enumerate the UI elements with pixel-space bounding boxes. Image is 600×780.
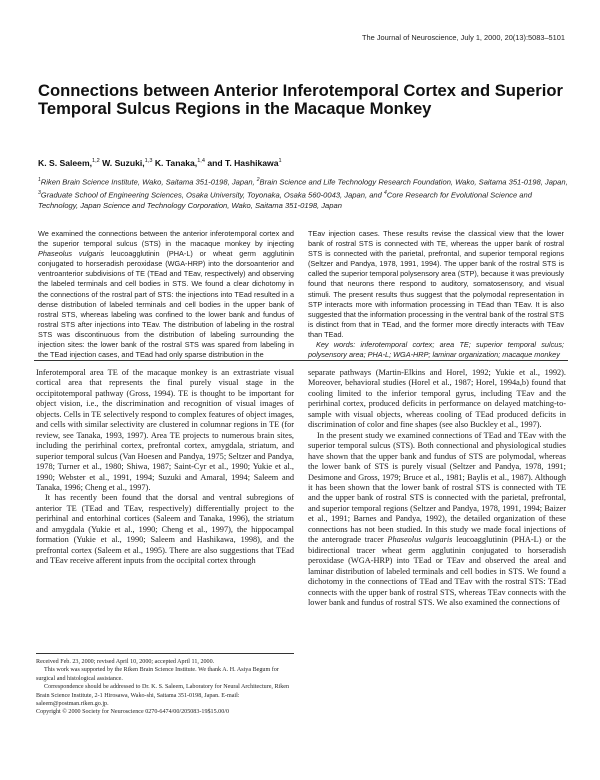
affiliation: Riken Brain Science Institute, Wako, Saitama 351-0198, Japan, bbox=[40, 177, 257, 187]
author-affil-sup: 1,4 bbox=[197, 158, 205, 165]
body-left-column bbox=[36, 368, 294, 608]
affiliation: Brain Science and Life Technology Research Foundation, Wako, Saitama 351-0198, Japan, bbox=[259, 177, 568, 187]
abstract-left-column bbox=[38, 229, 294, 360]
abstract-text: leucoagglutinin (PHA-L) or wheat germ agglutinin conjugated to horseradish peroxidase (WGA-HRP) into the dorsoanterior and ventroanterior subdivisions of TE (TEad and TEav, respectively) and observing the labeled terminals and cell bodies in STS. We found a clear dichotomy in the connections of the rostral part of STS: the injections into TEad resulted in a dense distribution of labeled terminals and cell bodies in the upper bank of rostral STS, whereas labeling was confined to the lower bank and fundus of rostral STS after injections into TEav. The distribution of labeling in the rostral STS was discontinuous from the distribution of labeling surrounding the injection sites: the lower bank of the rostral STS was spared from labeling in the TEad injection cases, and TEad had only sparse distribution in the bbox=[38, 249, 295, 360]
article-title: Connections between Anterior Inferotemporal Cortex and Superior Temporal Sulcus Regions in the Macaque Monkey bbox=[38, 81, 563, 118]
funding-note: This work was supported by the Riken Brain Science Institute. We thank A. H. Asiya Begum for surgical and histological assistance. bbox=[36, 667, 279, 682]
paragraph: It has recently been found that the dorsal and ventral subregions of anterior TE (TEad and TEav, respectively) differentially project to the perirhinal and entorhinal cortices (Saleem and Tanaka, 1996), the striatum and amygdala (Yukie et al., 1990; Cheng et al., 1997), the hippocampal formation (Yukie et al., 1990; Saleem and Hashikawa, 1998), and the prefrontal cortex (Saleem et al., 1995). There are also suggestions that TEad and TEav receive afferent inputs from the occipital cortex through bbox=[36, 493, 294, 566]
abstract-right-column bbox=[308, 229, 564, 360]
paragraph: Inferotemporal area TE of the macaque monkey is an extrastriate visual cortical area that represents the final purely visual stage in the occipitotemporal pathway (Gross, 1994). TE is thought to be important for object vision, i.e., the discrimination and recognition of visual images of objects. Cells in TE selectively respond to complex features of object images, and cells with similar selectivity are clustered in columnar regions in TE (for review, see Tanaka, 1993, 1997). Area TE projects to numerous brain sites, including the perirhinal cortex, prefrontal cortex, amygdala, striatum, and superior temporal sulcus (Van Hoesen and Pandya, 1975; Seltzer and Pandya, 1978; Turner et al., 1980; Shiwa, 1987; Saint-Cyr et al., 1990; Yukie et al., 1990; Webster et al., 1991, 1994; Suzuki and Amaral, 1994; Saleem and Tanaka, 1996; Cheng et al., 1997). bbox=[36, 368, 294, 492]
affil-sup: 1 bbox=[38, 177, 41, 183]
received-dates: Received Feb. 23, 2000; revised April 10, 2000; accepted April 11, 2000. bbox=[36, 659, 215, 665]
running-head: The Journal of Neuroscience, July 1, 2000, 20(13):5083–5101 bbox=[362, 33, 565, 42]
author-affil-sup: 1,2 bbox=[91, 158, 100, 165]
affil-sup: 4 bbox=[383, 189, 387, 196]
paragraph-text: leucoagglutinin (PHA-L) or the bidirectional tracer wheat germ agglutinin conjugated to horseradish peroxidase (WGA-HRP) into TEad or TEav and observed the areal and laminar distribution of labeled terminals and cell bodies in STS. We found a dichotomy in the connections of TEad and TEav with the rostral STS: TEad connects with the upper bank of rostral STS, whereas TEav connects with the lower bank and fundus of rostral STS. We also examined the connections of bbox=[308, 535, 566, 607]
correspondence-note: Correspondence should be addressed to Dr. K. S. Saleem, Laboratory for Neural Architecture, Riken Brain Science Institute, 2-1 Hirosawa, Wako-shi, Saitama 351-0198, Japan. E-mail: saleem@postman.riken.go.jp. bbox=[36, 684, 290, 708]
affiliations bbox=[38, 175, 568, 211]
author-name: K. Tanaka, bbox=[154, 158, 198, 168]
abstract-text: TEav injection cases. These results revise the classical view that the lower bank of rostral STS is connected with TE, whereas the upper bank of rostral STS is connected with the parietal, prefrontal, and superior temporal regions (Seltzer and Pandya, 1978, 1991, 1994). The upper bank of the rostral STS is called the superior temporal polysensory area (STP), because it was previously found that neurons there respond to auditory, somatosensory, and visual stimuli. The present results thus suggest that the polymodal representation in STP interacts more with information processing in TEad than TEav. It is also suggested that the information processing in the ventral bank of the rostral STS is distinct from that in TEad, and the former more directly interacts with TEav than TEad. bbox=[308, 229, 564, 339]
author-affil-sup: 1 bbox=[278, 158, 282, 165]
affiliation: Graduate School of Engineering Sciences, Osaka University, Toyonaka, Osaka 560-0043, Japan, and bbox=[40, 190, 384, 200]
author-name: W. Suzuki, bbox=[102, 158, 145, 168]
abstract bbox=[38, 229, 564, 360]
copyright-line: Copyright © 2000 Society for Neuroscience 0270-6474/00/205083-19$15.00/0 bbox=[36, 709, 230, 716]
author-name: and T. Hashikawa bbox=[207, 158, 279, 168]
body-text bbox=[36, 368, 566, 608]
affil-sup: 3 bbox=[38, 189, 41, 196]
paragraph: separate pathways (Martin-Elkins and Horel, 1992; Yukie et al., 1992). Moreover, behavioral studies (Horel et al., 1987; Horel, 1994a,b) found that cooling limited to the inferior temporal gyrus, including TEav and the perirhinal cortex, produced deficits in performance on delayed matching-to-sample with visual objects, whereas cooling of TEad produced deficits in discrimination of color and fine shapes (see also Buckley et al., 1997). bbox=[308, 368, 566, 430]
affiliation: Core Research for Evolutional Science and Technology, Japan Science and Technology Corporation, Wako, Saitama 351-0198, Japan bbox=[38, 190, 532, 211]
body-right-column bbox=[308, 368, 566, 608]
author-list bbox=[38, 158, 282, 168]
author-name: K. S. Saleem, bbox=[38, 158, 92, 168]
species-name: Phaseolus vulgaris bbox=[38, 249, 105, 259]
author-affil-sup: 1,3 bbox=[144, 158, 153, 165]
species-name: Phaseolus vulgaris bbox=[387, 535, 453, 545]
section-divider bbox=[34, 360, 568, 361]
keywords: Key words: inferotemporal cortex; area TE; superior temporal sulcus; polysensory area; PHA-L; WGA-HRP; laminar organization; macaque monkey bbox=[308, 340, 564, 360]
paragraph-text: In the present study we examined connections of TEad and TEav with the superior temporal sulcus (STS). Both connectional and physiological studies have shown that the upper bank and fundus of STS are polymodal, whereas the lower bank of STS is purely visual (Seltzer and Pandya, 1978, 1991; Desimone and Gross, 1979; Bruce et al., 1981; Baylis et al., 1987). Although it has been shown that the lower bank of rostral STS is connected with TE and the upper bank of rostral STS is connected with the parietal, prefrontal, and superior temporal regions (Seltzer and Pandya, 1978, 1991, 1994; Baizer et al., 1991; Barnes and Pandya, 1992), the detailed organization of these connections has not been studied. In this study we made focal injections of the anterograde tracer bbox=[308, 430, 566, 545]
footnotes bbox=[36, 653, 294, 717]
abstract-text: We examined the connections between the anterior inferotemporal cortex and the superior temporal sulcus (STS) in the macaque monkey by injecting bbox=[38, 229, 294, 249]
affil-sup: 2 bbox=[256, 177, 260, 183]
paragraph bbox=[308, 431, 566, 609]
